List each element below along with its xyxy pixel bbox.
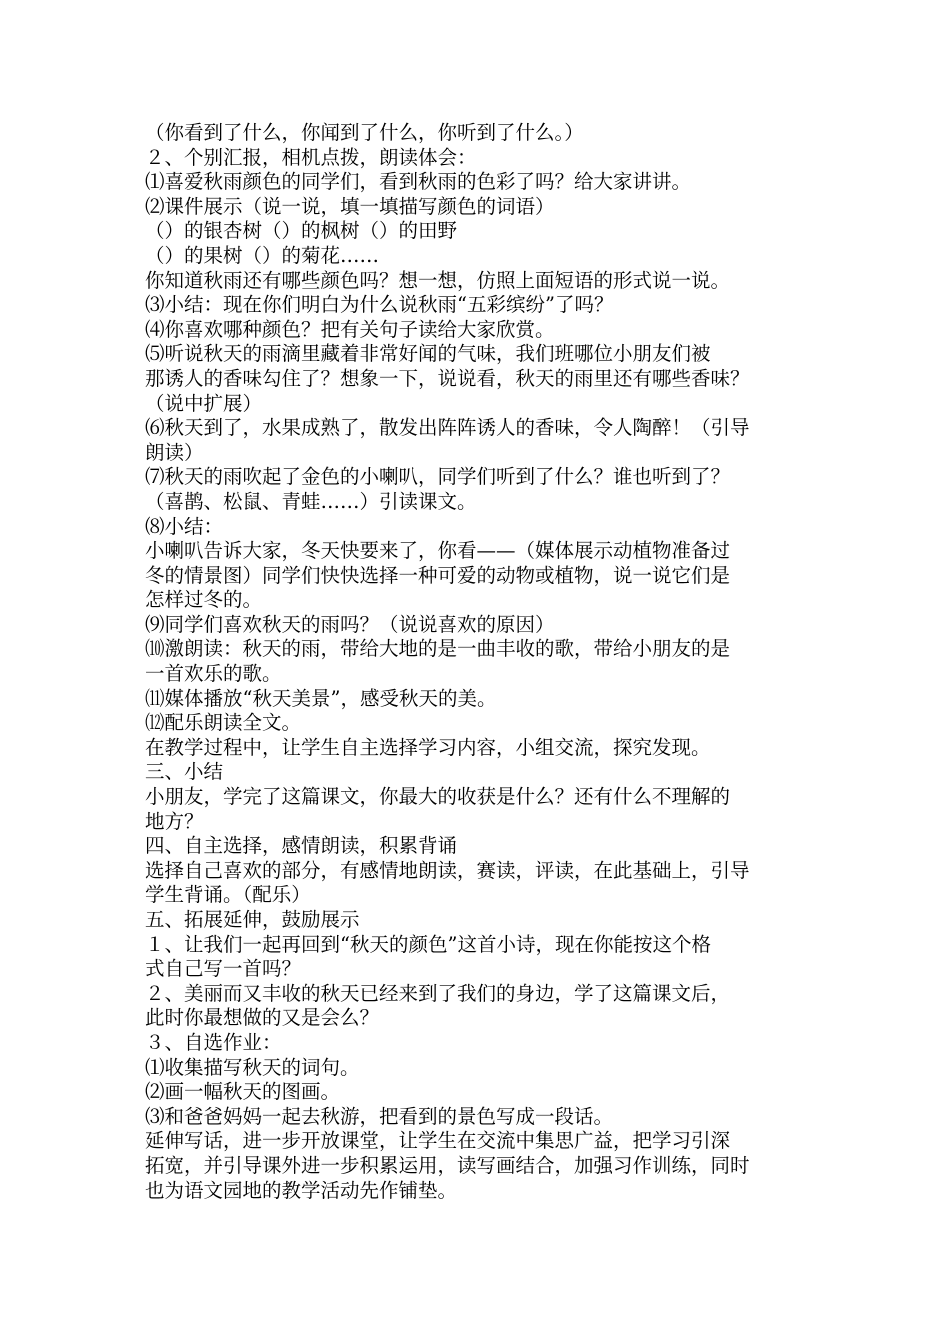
text-line: 延伸写话，进一步开放课堂，让学生在交流中集思广益，把学习引深 <box>145 1129 731 1153</box>
text-line: 怎样过冬的。 <box>145 588 263 612</box>
text-line: ⑵画一幅秋天的图画。 <box>145 1080 341 1104</box>
section-heading: 五、拓展延伸，鼓励展示 <box>145 908 360 931</box>
text-line: 冬的情景图）同学们快快选择一种可爱的动物或植物，说一说它们是 <box>145 563 731 587</box>
text-line: ⑻小结： <box>145 514 224 538</box>
text-line: ⑴喜爱秋雨颜色的同学们，看到秋雨的色彩了吗？给大家讲讲。 <box>145 170 692 194</box>
text-line: ⑴收集描写秋天的词句。 <box>145 1055 360 1079</box>
text-line: 地方？ <box>145 809 204 833</box>
text-line: ⑹秋天到了，水果成熟了，散发出阵阵诱人的香味，令人陶醉！（引导 <box>145 416 750 440</box>
section-heading: 三、小结 <box>145 760 224 784</box>
text-line: （你看到了什么，你闻到了什么，你听到了什么。） <box>145 121 584 144</box>
text-line: 拓宽，并引导课外进一步积累运用，读写画结合，加强习作训练，同时 <box>145 1153 750 1177</box>
text-line: ２、个别汇报，相机点拨，朗读体会： <box>145 145 477 169</box>
text-line: （）的银杏树（）的枫树（）的田野 <box>145 219 458 243</box>
text-line: 朗读） <box>145 440 204 464</box>
text-line: ２、美丽而又丰收的秋天已经来到了我们的身边，学了这篇课文后， <box>145 981 731 1005</box>
document-body <box>145 121 815 1203</box>
text-line: 小喇叭告诉大家，冬天快要来了，你看——（媒体展示动植物准备过 <box>145 539 731 563</box>
text-line: ⑿配乐朗读全文。 <box>145 711 302 735</box>
text-line: ⑼同学们喜欢秋天的雨吗？（说说喜欢的原因） <box>145 612 555 636</box>
text-line: （喜鹊、松鼠、青蛙……）引读课文。 <box>145 489 477 513</box>
text-line: ⑽激朗读：秋天的雨，带给大地的是一曲丰收的歌，带给小朋友的是 <box>145 637 731 661</box>
text-line: ⑷你喜欢哪种颜色？把有关句子读给大家欣赏。 <box>145 317 555 341</box>
text-line: ⑸听说秋天的雨滴里藏着非常好闻的气味，我们班哪位小朋友们被 <box>145 342 711 366</box>
text-line: 也为语文园地的教学活动先作铺垫。 <box>145 1178 458 1202</box>
text-line: 在教学过程中，让学生自主选择学习内容，小组交流，探究发现。 <box>145 735 711 759</box>
text-line: 选择自己喜欢的部分，有感情地朗读，赛读，评读，在此基础上，引导 <box>145 858 750 882</box>
text-line: 学生背诵。（配乐） <box>145 883 311 907</box>
text-line: 此时你最想做的又是会么？ <box>145 1006 380 1030</box>
text-line: 那诱人的香味勾住了？想象一下，说说看，秋天的雨里还有哪些香味？ <box>145 366 750 390</box>
text-line: 一首欢乐的歌。 <box>145 662 282 686</box>
text-line: ３、自选作业： <box>145 1030 282 1054</box>
text-line: 你知道秋雨还有哪些颜色吗？想一想，仿照上面短语的形式说一说。 <box>145 268 731 292</box>
text-line: （）的果树（）的菊花…… <box>145 243 380 267</box>
text-line: 式自己写一首吗？ <box>145 957 302 981</box>
text-line: ⑶小结：现在你们明白为什么说秋雨“五彩缤纷”了吗？ <box>145 293 614 317</box>
text-line: ⑵课件展示（说一说，填一填描写颜色的词语） <box>145 194 555 218</box>
text-line: １、让我们一起再回到“秋天的颜色”这首小诗，现在你能按这个格 <box>145 932 711 956</box>
text-line: ⑺秋天的雨吹起了金色的小喇叭，同学们听到了什么？谁也听到了？ <box>145 465 731 489</box>
section-heading: 四、自主选择，感情朗读，积累背诵 <box>145 834 458 858</box>
text-line: ⑾媒体播放“秋天美景”，感受秋天的美。 <box>145 686 497 710</box>
text-line: 小朋友，学完了这篇课文，你最大的收获是什么？还有什么不理解的 <box>145 785 731 809</box>
text-line: （说中扩展） <box>145 391 263 415</box>
text-line: ⑶和爸爸妈妈一起去秋游，把看到的景色写成一段话。 <box>145 1104 614 1128</box>
